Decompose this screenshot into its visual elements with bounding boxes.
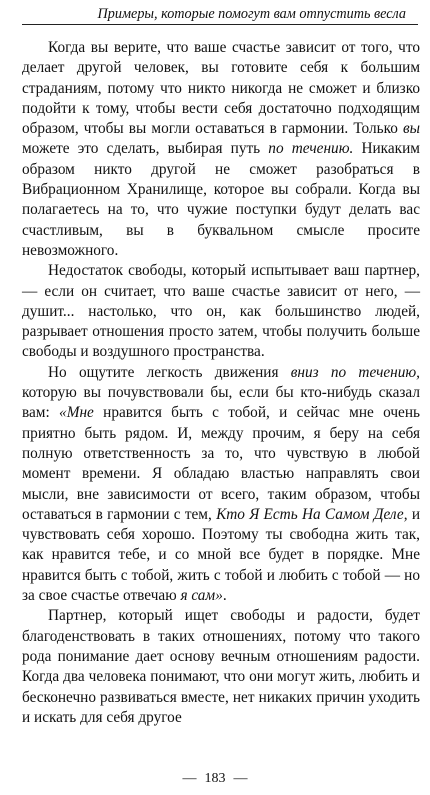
paragraph-4 <box>22 606 420 728</box>
italic-run: по течению. <box>268 140 354 158</box>
text-run: и чувствовать себя хорошо. Поэтому ты свободна жить так, как нравится тебе, и со мной все будет в порядке. Мне нравится быть с тобой, жить с тобой и любить с тобой — но за свое счастье отвечаю <box>22 505 421 605</box>
italic-run: Кто Я Есть На Самом Деле, <box>216 505 408 523</box>
italic-run: «Мне <box>59 404 94 422</box>
italic-run: вы <box>403 120 420 138</box>
folio-dash-left: — <box>182 771 197 786</box>
text-run: нравится быть с тобой, и сейчас мне очень приятно быть рядом. И, между прочим, я беру на себя полную ответственность за то, что чувствую в любой момент времени. Я обладаю властью направлять свои мысли, вне зависимости от всего, таким образом, чтобы оставаться в гармонии с тем, <box>22 404 420 523</box>
text-run: можете это сделать, выбирая путь <box>22 140 269 158</box>
text-run: Партнер, который ищет свободы и радости, будет благоденствовать в таких отношениях, потому что такого рода понимание дает основу вечным отношениям радости. Когда два человека понимают, что они могут жить, любить и бесконечно развиваться вместе, нет никаких причин уходить и искать для себя другое <box>22 607 420 726</box>
text-run: Когда вы верите, что ваше счастье зависит от того, что делает другой человек, вы готовите себя к большим страданиям, потому что никто никогда не сможет и близко подойти к тому, чтобы вести себя достаточно подходящим образом, чтобы вы могли оставаться в гармонии. Только <box>22 39 420 138</box>
body-text <box>22 38 420 728</box>
italic-run: вниз по течению, <box>290 363 420 381</box>
folio-dash-right: — <box>233 771 248 786</box>
header-rule <box>22 24 418 25</box>
text-run: Никаким образом никто другой не сможет разобраться в Вибрационном Хранилище, которое вы собрали. Когда вы полагаетесь на то, что чужие поступки будут делать вас счастливым, вы в буквальном смысле просите невозможного. <box>22 140 420 259</box>
paragraph-3 <box>22 363 420 607</box>
page-number: 183 <box>204 771 226 786</box>
text-run: Но ощутите легкость движения <box>48 363 291 381</box>
paragraph-1 <box>22 38 420 261</box>
text-run: которую вы почувствовали бы, если бы кто-нибудь сказал вам: <box>22 384 420 422</box>
text-run: Недостаток свободы, который испытывает ваш партнер, — если он считает, что ваше счастье зависит от него, — душит... настолько, что он, как большинство людей, разрывает отношения просто затем, чтобы получить больше свободы и воздушного пространства. <box>22 262 420 361</box>
page-footer <box>0 770 430 788</box>
running-head: Примеры, которые помогут вам отпустить весла <box>97 6 406 22</box>
italic-run: я сам» <box>180 587 223 605</box>
paragraph-2 <box>22 261 420 362</box>
text-run: . <box>222 587 227 605</box>
